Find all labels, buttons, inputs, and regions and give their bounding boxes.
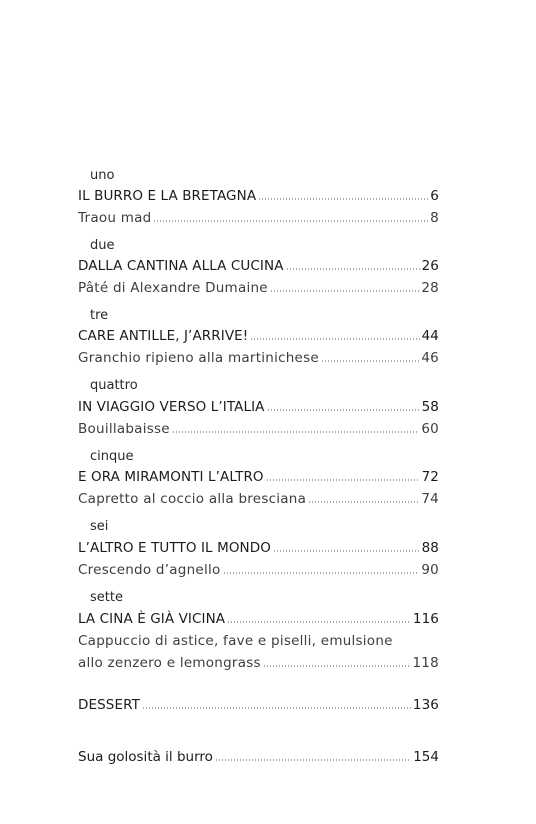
toc-entry-recipe <box>78 209 439 227</box>
toc-entry-recipe <box>78 490 439 508</box>
chapter-label: due <box>90 238 115 253</box>
page-number: 88 <box>421 540 439 556</box>
dot-leader <box>227 621 411 623</box>
chapter-label: sei <box>90 519 109 534</box>
entry-title: LA CINA È GIÀ VICINA <box>78 611 226 627</box>
dot-leader <box>215 759 411 761</box>
toc-entry-chapter-title <box>78 398 439 416</box>
entry-title: Crescendo d’agnello <box>78 562 221 578</box>
toc-entry-chapter-title <box>78 257 439 275</box>
chapter-label: cinque <box>90 449 134 464</box>
toc-entry-chapter-title <box>78 539 439 557</box>
page-number: 116 <box>412 611 439 627</box>
toc-entry-recipe <box>78 279 439 297</box>
page-number: 26 <box>421 258 439 274</box>
chapter-label: uno <box>90 168 115 183</box>
entry-title: DALLA CANTINA ALLA CUCINA <box>78 258 284 274</box>
dot-leader <box>267 409 420 411</box>
toc-entry-chapter-title <box>78 187 439 205</box>
entry-title: IL BURRO E LA BRETAGNA <box>78 188 257 204</box>
entry-title: Cappuccio di astice, fave e piselli, emulsione <box>78 633 393 649</box>
dot-leader <box>153 220 428 222</box>
toc-entry-chapter-title <box>78 327 439 345</box>
page-number: 46 <box>421 350 439 366</box>
entry-title: IN VIAGGIO VERSO L’ITALIA <box>78 399 265 415</box>
page-number: 136 <box>412 697 439 713</box>
page-number: 60 <box>421 421 439 437</box>
toc-entry-recipe-first-line <box>78 632 439 650</box>
page-number: 90 <box>421 562 439 578</box>
entry-title: Bouillabaisse <box>78 421 170 437</box>
toc-entry-chapter-title <box>78 610 439 628</box>
entry-title: L’ALTRO E TUTTO IL MONDO <box>78 540 271 556</box>
entry-title-continuation: allo zenzero e lemongrass <box>78 655 261 671</box>
entry-title: Pâté di Alexandre Dumaine <box>78 280 268 296</box>
dot-leader <box>321 360 419 362</box>
entry-title: Traou mad <box>78 210 152 226</box>
dot-leader <box>286 268 420 270</box>
dot-leader <box>270 290 419 292</box>
toc-entry-chapter-title <box>78 468 439 486</box>
toc-entry-recipe <box>78 349 439 367</box>
toc-entry-recipe <box>78 654 439 672</box>
page-number: 44 <box>421 328 439 344</box>
entry-title: CARE ANTILLE, J’ARRIVE! <box>78 328 249 344</box>
entry-title: Granchio ripieno alla martinichese <box>78 350 319 366</box>
page-number: 58 <box>421 399 439 415</box>
chapter-label: quattro <box>90 378 138 393</box>
entry-title: Sua golosità il burro <box>78 749 213 765</box>
dot-leader <box>172 431 419 433</box>
chapter-label: sette <box>90 590 123 605</box>
toc-entry-dessert <box>78 696 439 714</box>
entry-title: E ORA MIRAMONTI L’ALTRO <box>78 469 264 485</box>
dot-leader <box>250 338 419 340</box>
chapter-label: tre <box>90 308 109 323</box>
page-number: 118 <box>412 655 439 671</box>
page-number: 28 <box>421 280 439 296</box>
dot-leader <box>263 665 411 667</box>
entry-title: DESSERT <box>78 697 140 713</box>
dot-leader <box>308 501 419 503</box>
page-number: 8 <box>430 210 439 226</box>
dot-leader <box>258 198 428 200</box>
entry-title: Capretto al coccio alla bresciana <box>78 491 307 507</box>
dot-leader <box>273 550 420 552</box>
page-number: 72 <box>421 469 439 485</box>
toc-entry-closing <box>78 748 439 766</box>
dot-leader <box>142 707 411 709</box>
dot-leader <box>266 479 420 481</box>
dot-leader <box>223 572 420 574</box>
toc-entry-recipe <box>78 561 439 579</box>
page-number: 154 <box>413 749 439 765</box>
toc-entry-recipe <box>78 420 439 438</box>
page-number: 74 <box>421 491 439 507</box>
page-number: 6 <box>430 188 439 204</box>
